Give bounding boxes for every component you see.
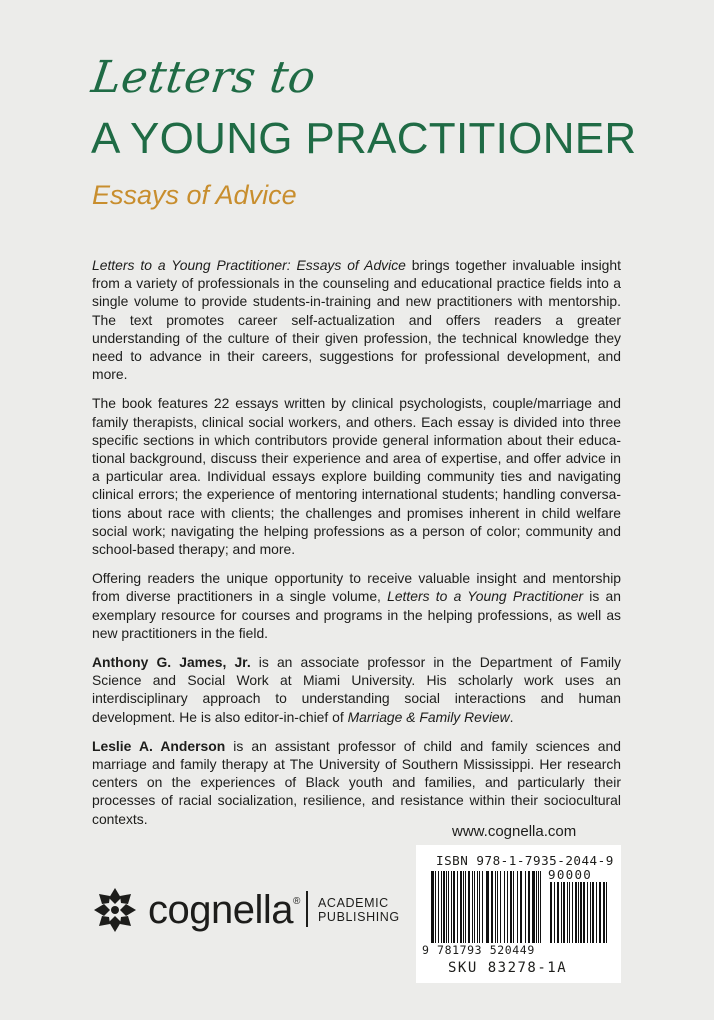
paragraph-editor-james (92, 653, 621, 726)
barcode-bar (532, 871, 535, 943)
barcode-bar (451, 871, 452, 943)
title-italic: Letters to a Young Practitioner: Essays of Advice (92, 257, 406, 273)
barcode-bar (538, 871, 539, 943)
overview-text: brings together invaluable insight from a variety of professionals in the counseling and educational practice fields into a single volume to provide students-in-training and new practitioners with mentorship. The text promotes career self-actualization and offers readers a greater understanding of the culture of their given profession, the technical knowledge they need to advance in their careers, suggestions for professional development, and more. (92, 257, 621, 383)
barcode-bar (497, 871, 498, 943)
barcode-bar (474, 871, 475, 943)
tagline-publishing: PUBLISHING (318, 910, 400, 924)
logo-name: cognella (148, 888, 294, 932)
editor-bio-end: . (509, 708, 514, 725)
cognella-logo-icon (90, 884, 140, 936)
editor-bio-james: is an associate professor in the Department of Family Science and Social Work at Miami University. His scholarly work uses an interdisciplinary approach to understanding social interactions and human development. He is also editor-in-chief of (92, 654, 621, 725)
barcode-bar (431, 871, 434, 943)
logo-divider (306, 891, 308, 927)
barcode-bar (468, 871, 470, 943)
barcode-bar (500, 871, 501, 943)
addon-number: 90000 (548, 867, 593, 882)
barcode-bar (460, 871, 462, 943)
barcode-bar (446, 871, 447, 943)
barcode-bar (443, 871, 445, 943)
sku-text: SKU 83278-1A (448, 960, 568, 976)
barcode-main-bars (431, 871, 543, 943)
offering-end: is an exemplary resource for courses and programs in the helping professions, as well as new practitioners in the field. (92, 588, 621, 641)
barcode-bar (504, 871, 505, 943)
barcode-addon-bar (587, 882, 588, 943)
registered-mark: ® (293, 896, 300, 907)
barcode-bar (513, 871, 514, 943)
barcode-bar (517, 871, 518, 943)
isbn-text: ISBN 978-1-7935-2044-9 (436, 853, 614, 868)
logo-tagline (318, 896, 400, 924)
paragraph-offering (92, 569, 621, 642)
barcode-bar (510, 871, 512, 943)
barcode-bar (507, 871, 508, 943)
barcode-addon-bar (569, 882, 570, 943)
barcode-addon-bar (563, 882, 565, 943)
barcode-addon-bar (596, 882, 597, 943)
back-cover-description (92, 256, 621, 839)
barcode-bar (491, 871, 493, 943)
barcode-bar (435, 871, 436, 943)
barcode-addon-bar (606, 882, 607, 943)
barcode-addon-bar (592, 882, 594, 943)
barcode-bar (438, 871, 439, 943)
journal-title: Marriage & Family Review (347, 708, 510, 725)
barcode-block (416, 845, 621, 983)
book-title: A YOUNG PRACTITIONER (91, 114, 637, 163)
barcode-addon-bar (554, 882, 555, 943)
barcode-bar (482, 871, 483, 943)
barcode-addon-bar (580, 882, 582, 943)
editor-name-anderson: Leslie A. Anderson (92, 737, 226, 754)
barcode-bar (441, 871, 442, 943)
barcode-digits: 9 781793 520449 (422, 943, 535, 957)
tagline-academic: ACADEMIC (318, 896, 389, 910)
offering-title-italic: Letters to a Young Practitioner (387, 588, 584, 605)
barcode-addon-bars (550, 882, 608, 943)
offering-start: Offering readers the unique opportunity to receive valuable insight and mentorship from diverse practitioners in a single volume, (92, 570, 621, 605)
barcode-bar (479, 871, 480, 943)
barcode-addon-bar (561, 882, 562, 943)
barcode-bar (453, 871, 455, 943)
barcode-addon-bar (550, 882, 552, 943)
barcode-addon-bar (599, 882, 601, 943)
barcode-addon-bar (590, 882, 591, 943)
barcode-bar (540, 871, 541, 943)
barcode-addon-bar (567, 882, 568, 943)
barcode-bar (448, 871, 449, 943)
barcode-addon-bar (575, 882, 577, 943)
barcode-bar (536, 871, 537, 943)
barcode-bar (465, 871, 466, 943)
barcode-bar (457, 871, 458, 943)
barcode-bar (495, 871, 496, 943)
barcode-bar (472, 871, 473, 943)
barcode-bar (463, 871, 464, 943)
book-subtitle: Essays of Advice (92, 180, 297, 210)
barcode-addon-bar (572, 882, 573, 943)
paragraph-editor-anderson (92, 737, 621, 828)
editor-bio-anderson: is an assistant professor of child and family sciences and marriage and family therapy at The University of Southern Mississippi. Her research centers on the experiences of Black youth and families, and particularly their processes of racial socialization, resilience, and resistance within their sociocultural contexts. (92, 737, 621, 827)
paragraph-overview (92, 256, 621, 383)
publisher-website[interactable]: www.cognella.com (452, 823, 577, 840)
script-title: Letters to (88, 52, 320, 103)
barcode-bar (528, 871, 530, 943)
cognella-wordmark (148, 888, 300, 933)
barcode-bar (486, 871, 489, 943)
barcode-addon-bar (578, 882, 579, 943)
barcode-bar (525, 871, 526, 943)
barcode-addon-bar (583, 882, 585, 943)
barcode-addon-bar (603, 882, 605, 943)
barcode-addon-bar (557, 882, 559, 943)
barcode-bar (520, 871, 522, 943)
paragraph-essays: The book features 22 essays written by clinical psychologists, couple/marriage and family therapists, clinical social workers, and others. Each essay is divided into three specific sections in which contributors provide general information about their educational background, discuss their experience and area of expertise, and offer advice in a particular area. Individual essays explore building community ties and navigating clinical errors; the experience of mentoring international students; handling conversations about race with clients; the challenges and promises inherent in child welfare social work; navigating the helping professions as a person of color; community and school-based therapy; and more. (92, 395, 621, 558)
editor-name-james: Anthony G. James, Jr. (92, 654, 251, 671)
barcode-bar (477, 871, 478, 943)
